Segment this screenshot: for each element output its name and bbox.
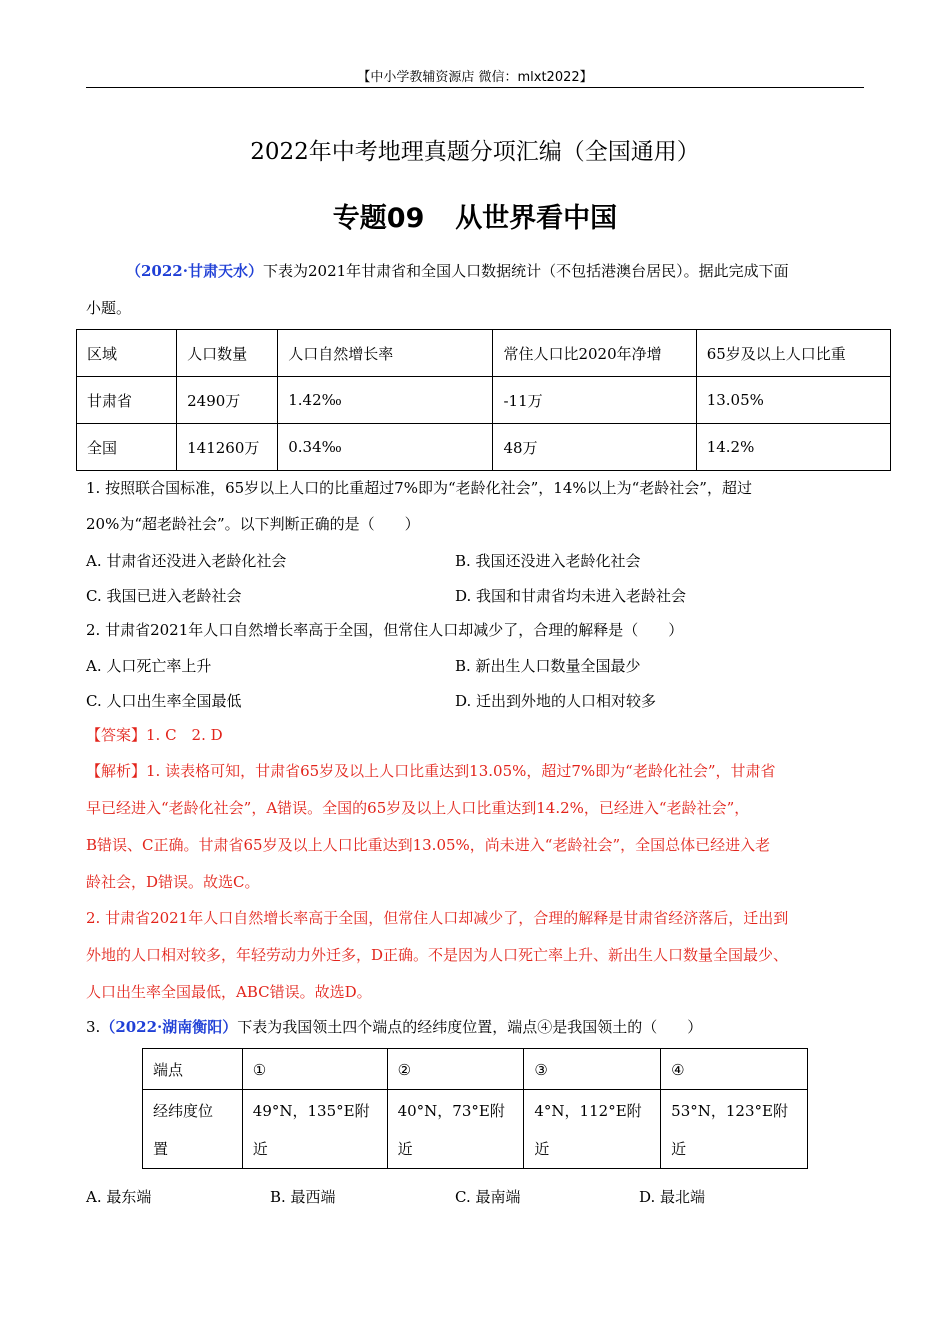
table-header-cell: 端点 bbox=[143, 1049, 243, 1090]
question1-line2: 20%为“超老龄社会”。以下判断正确的是（ ） bbox=[86, 515, 420, 533]
cell-text: 置 bbox=[153, 1140, 169, 1158]
analysis-line: 【解析】1. 读表格可知，甘肃省65岁及以上人口比重达到13.05%，超过7%即为“老龄化社会”，甘肃省 bbox=[86, 762, 776, 780]
question3-option-d: D. 最北端 bbox=[639, 1188, 706, 1206]
question1-option-b: B. 我国还没进入老龄化社会 bbox=[455, 552, 641, 570]
answer-line: 【答案】1. C 2. D bbox=[86, 726, 223, 744]
table-cell bbox=[242, 1090, 387, 1169]
question1-line1: 1. 按照联合国标准，65岁以上人口的比重超过7%即为“老龄化社会”，14%以上为“老龄社会”，超过 bbox=[86, 479, 752, 497]
table-cell: -11万 bbox=[493, 377, 696, 424]
document-subtitle bbox=[0, 196, 950, 235]
table-header-row bbox=[143, 1049, 808, 1090]
analysis-line: 早已经进入“老龄化社会”，A错误。全国的65岁及以上人口比重达到14.2%，已经进入“老龄社会”， bbox=[86, 799, 750, 817]
cell-text: 53°N，123°E附 bbox=[671, 1102, 788, 1120]
table-cell: 14.2% bbox=[696, 424, 890, 471]
extreme-points-table bbox=[142, 1048, 808, 1169]
analysis-line: B错误、C正确。甘肃省65岁及以上人口比重达到13.05%，尚未进入“老龄社会”，全国总体已经进入老 bbox=[86, 836, 771, 854]
table-cell: 甘肃省 bbox=[77, 377, 177, 424]
question3-text: 下表为我国领土四个端点的经纬度位置，端点④是我国领土的（ ） bbox=[237, 1018, 703, 1036]
cell-text: 近 bbox=[397, 1140, 413, 1158]
question3-option-b: B. 最西端 bbox=[270, 1188, 336, 1206]
subtitle-text: 从世界看中国 bbox=[455, 203, 618, 234]
question2-line1: 2. 甘肃省2021年人口自然增长率高于全国，但常住人口却减少了，合理的解释是（ ） bbox=[86, 621, 684, 639]
table-cell bbox=[524, 1090, 661, 1169]
question3-line bbox=[86, 1017, 876, 1037]
question2-option-c: C. 人口出生率全国最低 bbox=[86, 692, 242, 710]
table-header-cell: 人口自然增长率 bbox=[278, 330, 493, 377]
header-divider bbox=[86, 87, 864, 88]
cell-text: 40°N，73°E附 bbox=[397, 1102, 505, 1120]
table-cell: 13.05% bbox=[696, 377, 890, 424]
table-cell bbox=[387, 1090, 524, 1169]
table-cell: 0.34‰ bbox=[278, 424, 493, 471]
analysis-line: 龄社会，D错误。故选C。 bbox=[86, 873, 260, 891]
subtitle-label: 专题09 bbox=[332, 203, 425, 234]
table-header-row bbox=[77, 330, 891, 377]
population-table bbox=[76, 329, 891, 471]
group1-intro-line2: 小题。 bbox=[86, 299, 132, 317]
question3-option-c: C. 最南端 bbox=[455, 1188, 521, 1206]
table-header-cell: ③ bbox=[524, 1049, 661, 1090]
group1-intro-line1 bbox=[126, 261, 916, 281]
question2-option-b: B. 新出生人口数量全国最少 bbox=[455, 657, 641, 675]
cell-text: 经纬度位 bbox=[153, 1102, 214, 1120]
table-cell: 141260万 bbox=[177, 424, 278, 471]
analysis-line: 人口出生率全国最低，ABC错误。故选D。 bbox=[86, 983, 372, 1001]
table-cell: 1.42‰ bbox=[278, 377, 493, 424]
table-cell: 全国 bbox=[77, 424, 177, 471]
table-header-cell: 65岁及以上人口比重 bbox=[696, 330, 890, 377]
table-header-cell: 常住人口比2020年净增 bbox=[493, 330, 696, 377]
question3-number: 3. bbox=[86, 1018, 101, 1036]
question1-option-a: A. 甘肃省还没进入老龄化社会 bbox=[86, 552, 287, 570]
question2-option-a: A. 人口死亡率上升 bbox=[86, 657, 212, 675]
question3-option-a: A. 最东端 bbox=[86, 1188, 152, 1206]
table-row bbox=[77, 424, 891, 471]
table-cell: 48万 bbox=[493, 424, 696, 471]
cell-text: 近 bbox=[671, 1140, 687, 1158]
cell-text: 近 bbox=[534, 1140, 550, 1158]
question1-option-d: D. 我国和甘肃省均未进入老龄社会 bbox=[455, 587, 687, 605]
cell-text: 49°N，135°E附 bbox=[252, 1102, 370, 1120]
table-header-cell: ④ bbox=[661, 1049, 808, 1090]
table-header-cell: ② bbox=[387, 1049, 524, 1090]
document-title: 2022年中考地理真题分项汇编（全国通用） bbox=[250, 139, 700, 165]
group1-intro: 下表为2021年甘肃省和全国人口数据统计（不包括港澳台居民）。据此完成下面 bbox=[262, 262, 789, 280]
question1-option-c: C. 我国已进入老龄社会 bbox=[86, 587, 242, 605]
table-cell: 2490万 bbox=[177, 377, 278, 424]
table-cell bbox=[143, 1090, 243, 1169]
cell-text: 近 bbox=[252, 1140, 268, 1158]
analysis-line: 外地的人口相对较多，年轻劳动力外迁多，D正确。不是因为人口死亡率上升、新出生人口数量全国最少、 bbox=[86, 946, 789, 964]
table-header-cell: 人口数量 bbox=[177, 330, 278, 377]
question3-source: （2022·湖南衡阳） bbox=[100, 1018, 238, 1036]
table-cell bbox=[661, 1090, 808, 1169]
analysis-line: 2. 甘肃省2021年人口自然增长率高于全国，但常住人口却减少了，合理的解释是甘肃省经济落后，迁出到 bbox=[86, 909, 789, 927]
table-header-cell: ① bbox=[242, 1049, 387, 1090]
group1-source: （2022·甘肃天水） bbox=[126, 262, 263, 280]
cell-text: 4°N，112°E附 bbox=[534, 1102, 642, 1120]
question2-option-d: D. 迁出到外地的人口相对较多 bbox=[455, 692, 657, 710]
page-header: 【中小学教辅资源店 微信：mlxt2022】 bbox=[357, 70, 593, 85]
table-row bbox=[77, 377, 891, 424]
table-row bbox=[143, 1090, 808, 1169]
table-header-cell: 区域 bbox=[77, 330, 177, 377]
